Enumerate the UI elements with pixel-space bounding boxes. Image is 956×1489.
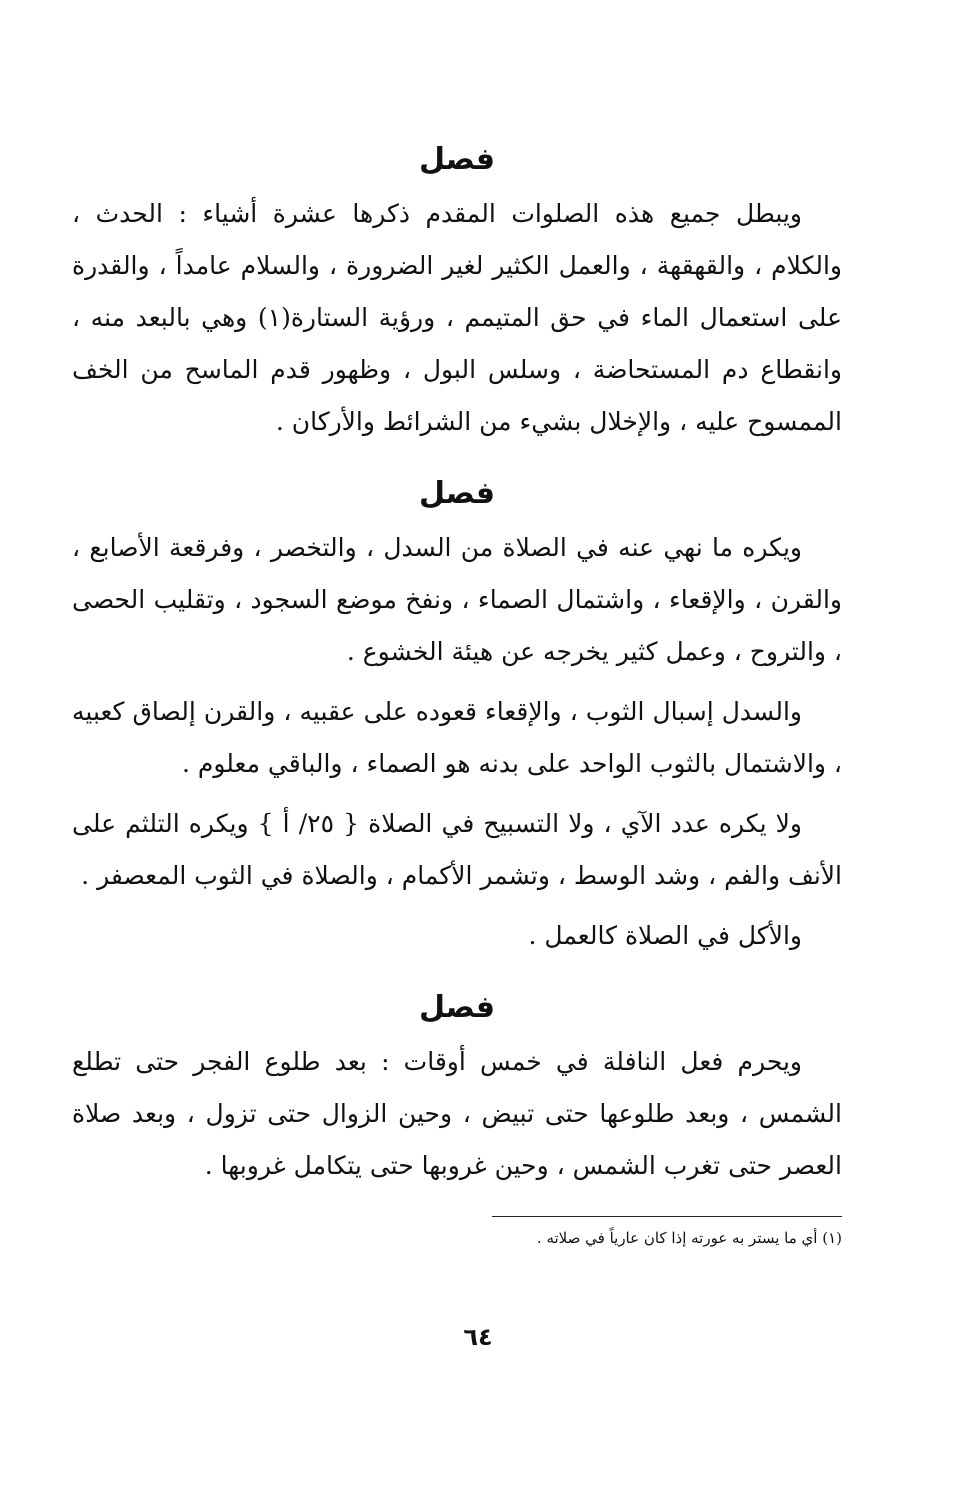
paragraph: ولا يكره عدد الآي ، ولا التسبيح في الصلاة { ٢٥/ أ } ويكره التلثم على الأنف والفم ، وشد الوسط ، وتشمر الأكمام ، والصلاة في الثوب المعصفر . — [72, 809, 842, 890]
page-body — [72, 140, 842, 1249]
section-2 — [72, 474, 842, 962]
paragraph: ويكره ما نهي عنه في الصلاة من السدل ، والتخصر ، وفرقعة الأصابع ، والقرن ، والإقعاء ، واشتمال الصماء ، ونفخ موضع السجود ، وتقليب الحصى ، والتروح ، وعمل كثير يخرجه عن هيئة الخشوع . — [72, 533, 842, 666]
paragraph: والأكل في الصلاة كالعمل . — [528, 921, 802, 950]
page-number: ٦٤ — [463, 1323, 493, 1351]
footnote: (١) أي ما يستر به عورته إذا كان عارياً في صلاته . — [536, 1229, 842, 1247]
paragraph: ويبطل جميع هذه الصلوات المقدم ذكرها عشرة أشياء : الحدث ، والكلام ، والقهقهة ، والعمل الكثير لغير الضرورة ، والسلام عامداً ، والقدرة على استعمال الماء في حق المتيمم ، ورؤية الستارة(١) وهي بالبعد منه ، وانقطاع دم المستحاضة ، وسلس البول ، وظهور قدم الماسح من الخف الممسوح عليه ، والإخلال بشيء من الشرائط والأركان . — [72, 199, 842, 436]
footnote-divider — [492, 1216, 842, 1217]
paragraph: والسدل إسبال الثوب ، والإقعاء قعوده على عقبيه ، والقرن إلصاق كعبيه ، والاشتمال بالثوب الواحد على بدنه هو الصماء ، والباقي معلوم . — [72, 697, 842, 778]
paragraph: ويحرم فعل النافلة في خمس أوقات : بعد طلوع الفجر حتى تطلع الشمس ، وبعد طلوعها حتى تبيض ، وحين الزوال حتى تزول ، وبعد صلاة العصر حتى تغرب الشمس ، وحين غروبها حتى يتكامل غروبها . — [72, 1047, 842, 1180]
section-3 — [72, 988, 842, 1192]
section-heading: فصل — [419, 476, 495, 511]
section-heading: فصل — [419, 990, 495, 1025]
section-heading: فصل — [419, 142, 495, 177]
section-1 — [72, 140, 842, 448]
